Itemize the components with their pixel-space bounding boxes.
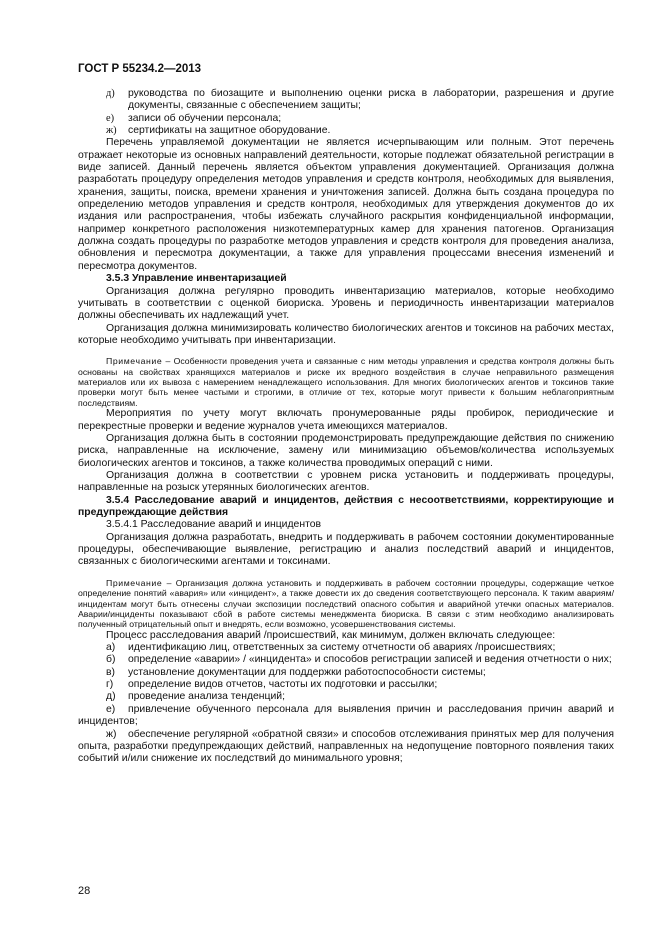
list-text: сертификаты на защитное оборудование. [128,125,331,137]
list-text: проведение анализа тенденций; [128,691,285,703]
list-marker: г) [106,679,114,691]
list-item [78,642,614,654]
list-marker: в) [106,666,115,678]
note-text: – Организация должна установить и поддерживать в рабочем состоянии процедуры, содержащие четкое определение понятий «авария» или «инцидент», а также довести их до сведения соответствующего персонала. К таким авариям/инцидентам могут быть отнесены случаи экспозиции последствий опасного события и аварийной утечки опасных материалов. Аварии/инциденты показывают сбой в работе системы менеджмента биориска. В связи с этим необходимо анализировать полученный отрицательный опыт и внедрять, если возможно, усовершенствования системы. [78,577,614,630]
list-text: записи об обучении персонала; [128,112,282,124]
list-item [78,654,614,666]
list-text: идентификацию лиц, ответственных за систему отчетности об авариях /происшествиях; [128,642,556,654]
standard-header: ГОСТ Р 55234.2—2013 [78,63,202,75]
list-marker: ж) [106,125,117,137]
note [78,356,614,408]
paragraph: Организация должна регулярно проводить инвентаризацию материалов, которые необходимо учитывать в соответствии с оценкой биориска. Уровень и периодичность инвентаризации материалов должны обеспечивать их надлежащий учет. [78,285,614,322]
paragraph: Организация должна быть в состоянии продемонстрировать предупреждающие действия по снижению риска, направленные на исключение, замену или минимизацию объемов/количества используемых биологических агентов и токсинов, а также количества проводимых операций с ними. [78,432,614,469]
list-marker: д) [106,88,115,99]
list-item [78,88,614,113]
note [78,578,614,630]
paragraph: Перечень управляемой документации не является исчерпывающим или полным. Этот перечень отражает некоторые из основных направлений деятельности, которые подлежат обязательной регистрации в виде записей. Данный перечень является объектом управления документацией. Организация должна разработать процедуру определения методов управления и средств контроля, необходимых для выявления, хранения, защиты, поиска, времени хранения и уничтожения записей. Должна быть создана процедура по определению методов управления и средств контроля, необходимых для утверждения документов до их издания или распространения, чтобы избежать случайного раскрытия конфиденциальной информации, например конкретного расположения низкотемпературных камер для хранения патогенов. Организация должна создать процедуры по разработке методов управления и средств контроля для проведения анализа, обновления и пересмотра документации, а также для управления процессами внесения изменений и пересмотра документов. [78,137,614,272]
list-marker: е) [106,703,116,715]
paragraph: Организация должна минимизировать количество биологических агентов и токсинов на рабочих местах, которые необходимо учитывать при инвентаризации. [78,322,614,346]
paragraph: Мероприятия по учету могут включать пронумерованные ряды пробирок, периодические и перекрестные проверки и ведение журналов учета имеющихся материалов. [78,408,614,432]
list-item [78,679,614,691]
page-number: 28 [78,885,91,897]
list-text: обеспечение регулярной «обратной связи» и способов отслеживания принятых мер для получения опыта, разработки предупреждающих действий, направленных на недопущение повторного появления таких событий и/или снижение их последствий до минимального уровня; [78,728,614,765]
list-marker: ж) [106,728,117,740]
paragraph: Организация должна в соответствии с уровнем риска установить и поддерживать процедуры, направленные на розыск утерянных биологических агентов. [78,469,614,494]
list-marker: д) [106,691,116,703]
list-item [78,113,614,125]
list-text: определение «аварии» / «инцидента» и способов регистрации записей и ведения отчетности о них; [128,654,612,666]
list-text: определение видов отчетов, частоты их подготовки и рассылки; [128,679,438,691]
list-item [78,125,614,137]
list-item [78,704,614,729]
document-body [78,88,614,766]
list-item [78,667,614,679]
list-marker: б) [106,654,116,666]
list-marker: е) [106,112,115,124]
paragraph: Организация должна разработать, внедрить и поддерживать в рабочем состоянии документированные процедуры, обеспечивающие выявление, регистрацию и анализ последствий аварий и инцидентов, связанных с биологическими агентами и токсинами. [78,531,614,568]
list-item [78,729,614,766]
note-label: Примечание [106,356,163,367]
paragraph: Процесс расследования аварий /происшествий, как минимум, должен включать следующее: [106,629,556,641]
list-text: руководства по биозащите и выполнению оценки риска в лаборатории, разрешения и другие документы, связанные с обеспечением защиты; [128,88,614,112]
note-label: Примечание [106,577,163,588]
note-text: – Особенности проведения учета и связанные с ним методы управления и средства контроля должны быть основаны на свойствах хранящихся материалов и риске их вредного воздействия в случае неправильного размещения материалов или их вывоза с намерением ненадлежащего использования. Для многих биологических агентов и токсинов такие проверки могут быть менее частыми и строгими, в отличие от тех, которые могут привести к большим неблагоприятным последствиям. [78,356,614,408]
subsection-heading: 3.5.4.1 Расследование аварий и инцидентов [106,519,322,531]
list-marker: а) [106,642,116,654]
list-item [78,691,614,703]
section-heading: 3.5.4 Расследование аварий и инцидентов, действия с несоответствиями, корректирующие и предупреждающие действия [78,494,614,518]
section-heading: 3.5.3 Управление инвентаризацией [106,273,287,285]
list-text: установление документации для поддержки работоспособности системы; [128,666,486,678]
list-text: привлечение обученного персонала для выявления причин и расследования причин аварий и инцидентов; [78,703,614,728]
